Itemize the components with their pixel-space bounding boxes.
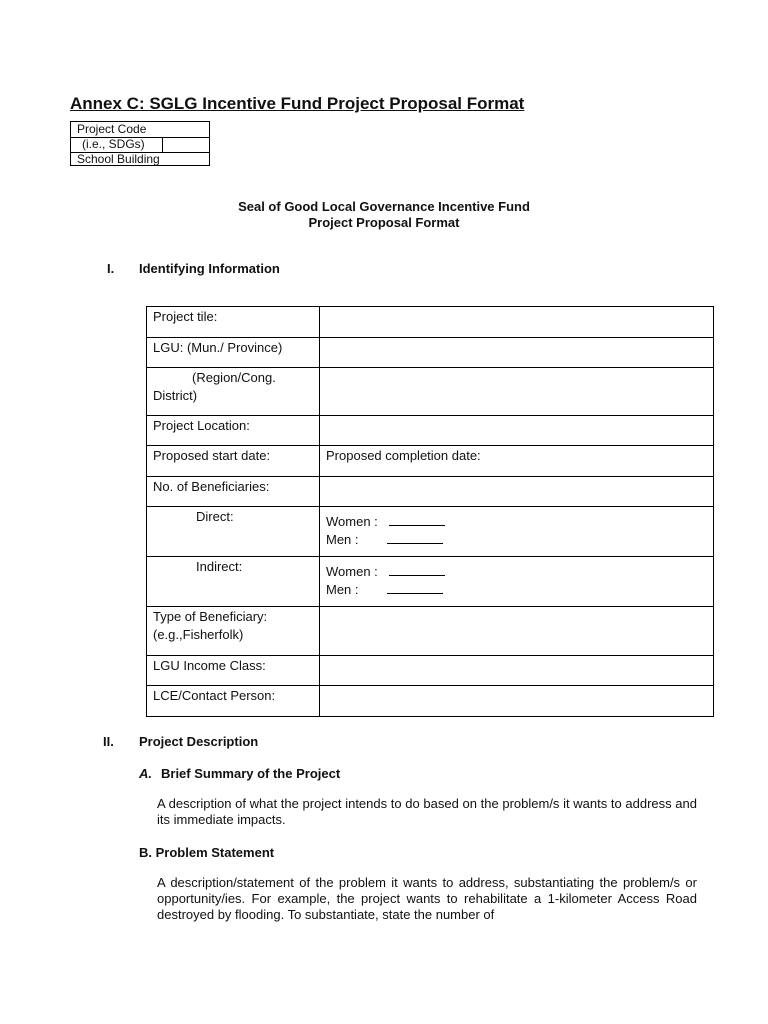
code-row-1	[71, 122, 209, 138]
code-row-3	[71, 152, 209, 167]
region-value[interactable]	[320, 368, 714, 416]
start-date-label: Proposed start date:	[147, 446, 320, 477]
table-row	[147, 557, 714, 607]
table-row	[147, 507, 714, 557]
region-label	[147, 368, 320, 416]
contact-label: LCE/Contact Person:	[147, 686, 320, 717]
direct-men[interactable]	[326, 531, 707, 549]
heading-line-2: Project Proposal Format	[308, 215, 460, 230]
lgu-label: LGU: (Mun./ Province)	[147, 338, 320, 368]
heading-line-1: Seal of Good Local Governance Incentive Fund	[238, 199, 530, 214]
project-code-box	[70, 121, 210, 166]
beneficiary-type-line-2: (e.g.,Fisherfolk)	[153, 627, 244, 642]
table-row	[147, 368, 714, 416]
subsection-b-title: B. Problem Statement	[139, 845, 275, 860]
women-blank	[389, 563, 445, 576]
annex-title: Annex C: SGLG Incentive Fund Project Proposal Format	[70, 94, 525, 113]
beneficiary-type-line-1: Type of Beneficiary:	[153, 609, 268, 624]
section-1-title: Identifying Information	[139, 261, 280, 276]
paragraph-b: A description/statement of the problem it wants to address, substantiating the problem/s or opportunity/ies. For example, the project wants to rehabilitate a 1-kilometer Access Road destroyed by flooding. To substantiate, state the number of	[157, 875, 697, 922]
indirect-label: Indirect:	[147, 557, 320, 607]
completion-date-label: Proposed completion date:	[320, 446, 714, 477]
paragraph-a: A description of what the project intends to do based on the problem/s it wants to address and its immediate impacts.	[157, 796, 697, 827]
indirect-values	[320, 557, 714, 607]
code-row-2	[71, 137, 209, 153]
table-row	[147, 307, 714, 338]
table-row	[147, 338, 714, 368]
men-blank	[387, 581, 443, 594]
women-label: Women :	[326, 514, 378, 529]
beneficiary-type-value[interactable]	[320, 607, 714, 656]
location-label: Project Location:	[147, 416, 320, 446]
table-row	[147, 656, 714, 686]
table-row	[147, 607, 714, 656]
income-class-label: LGU Income Class:	[147, 656, 320, 686]
indirect-women[interactable]	[326, 563, 707, 581]
table-row	[147, 686, 714, 717]
section-2-title: Project Description	[139, 734, 259, 749]
men-blank	[387, 531, 443, 544]
direct-values	[320, 507, 714, 557]
women-blank	[389, 513, 445, 526]
lgu-value[interactable]	[320, 338, 714, 368]
code-label: Project Code	[77, 122, 147, 136]
indirect-men[interactable]	[326, 581, 707, 599]
subsection-a-letter	[139, 766, 152, 781]
region-label-line-2: District)	[153, 388, 198, 403]
men-label: Men :	[326, 582, 359, 597]
subsection-a-letter-text: A.	[139, 766, 152, 781]
code-value: School Building	[77, 152, 160, 166]
region-label-line-1: (Region/Cong.	[192, 370, 276, 385]
beneficiaries-label: No. of Beneficiaries:	[147, 477, 320, 507]
project-title-label: Project tile:	[147, 307, 320, 338]
men-label: Men :	[326, 532, 359, 547]
table-row	[147, 446, 714, 477]
beneficiary-type-label	[147, 607, 320, 656]
table-row	[147, 477, 714, 507]
subsection-a-title: Brief Summary of the Project	[161, 766, 341, 781]
section-1-number: I.	[107, 261, 115, 276]
code-example: (i.e., SDGs)	[82, 137, 145, 151]
identifying-info-table	[146, 306, 714, 717]
direct-label: Direct:	[147, 507, 320, 557]
code-cell-divider	[162, 137, 163, 152]
women-label: Women :	[326, 564, 378, 579]
beneficiaries-value[interactable]	[320, 477, 714, 507]
direct-women[interactable]	[326, 513, 707, 531]
contact-value[interactable]	[320, 686, 714, 717]
section-2-number: II.	[103, 734, 114, 749]
income-class-value[interactable]	[320, 656, 714, 686]
location-value[interactable]	[320, 416, 714, 446]
project-title-value[interactable]	[320, 307, 714, 338]
table-row	[147, 416, 714, 446]
